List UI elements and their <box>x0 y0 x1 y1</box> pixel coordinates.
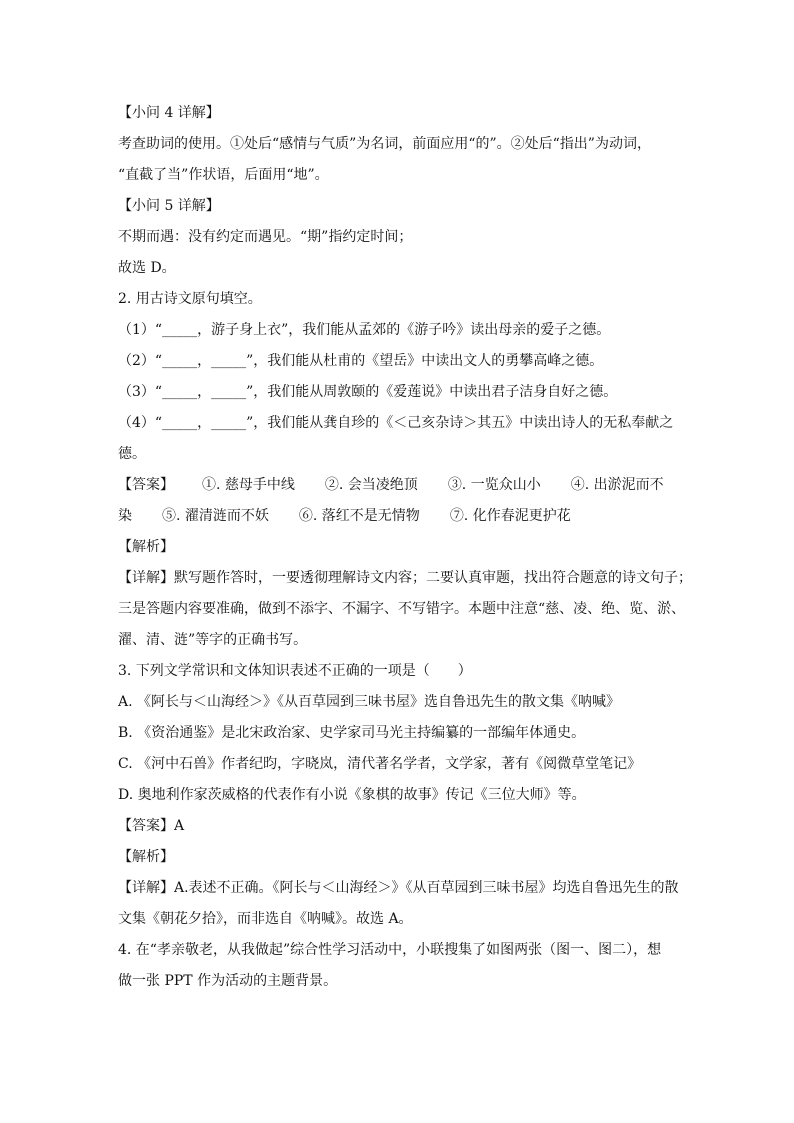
question-3-answer: 【答案】A <box>118 818 185 834</box>
answer-item-3: ③. 一览众山小 <box>447 477 541 493</box>
document-content <box>118 98 692 997</box>
answer-item-6: ⑥. 落红不是无情物 <box>298 508 420 524</box>
subquestion-4-explanation-line-1: 考查助词的使用。①处后“感情与气质”为名词，前面应用“的”。②处后“指出”为动词， <box>118 136 651 152</box>
question-3-analysis-heading: 【解析】 <box>118 849 174 865</box>
subquestion-5-explanation: 不期而遇：没有约定而遇见。“期”指约定时间； <box>118 229 413 245</box>
question-3-title: 3. 下列文学常识和文体知识表述不正确的一项是（ ） <box>118 663 472 679</box>
question-3-analysis-line-2: 文集《朝花夕拾》，而非选自《呐喊》。故选 A。 <box>118 911 413 927</box>
answer-item-4-part-1: ④. 出淤泥而不 <box>570 477 664 493</box>
subquestion-4-heading: 【小问 4 详解】 <box>118 105 220 121</box>
question-4-line-2: 做一张 PPT 作为活动的主题背景。 <box>118 973 338 989</box>
answer-item-1: ①. 慈母手中线 <box>202 477 295 493</box>
answer-item-2: ②. 会当凌绝顶 <box>324 477 418 493</box>
answer-label: 【答案】 <box>118 477 174 493</box>
question-2-analysis-line-2: 三是答题内容要准确，做到不添字、不漏字、不写错字。本题中注意“慈、凌、绝、览、淤、 <box>118 601 686 617</box>
question-3-option-d: D. 奥地利作家茨威格的代表作有小说《象棋的故事》传记《三位大师》等。 <box>118 787 586 803</box>
question-4-line-1: 4. 在“孝亲敬老，从我做起”综合性学习活动中，小联搜集了如图两张（图一、图二），想 <box>118 942 662 958</box>
answer-item-5: ⑤. 濯清涟而不妖 <box>162 508 269 524</box>
question-2-item-4-line-1: （4）“_____，_____”，我们能从龚自珍的《＜己亥杂诗＞其五》中读出诗人的无私奉献之 <box>118 415 674 431</box>
question-2-answer-row-1 <box>118 470 678 501</box>
question-2-analysis-heading: 【解析】 <box>118 539 174 555</box>
question-2-item-3: （3）“_____，_____”，我们能从周敦颐的《爱莲说》中读出君子洁身自好之德。 <box>118 384 618 400</box>
question-2-item-2: （2）“_____，_____”，我们能从杜甫的《望岳》中读出文人的勇攀高峰之德。 <box>118 353 604 369</box>
question-3-analysis-line-1: 【详解】A.表述不正确。《阿长与＜山海经＞》《从百草园到三味书屋》均选自鲁迅先生的散 <box>118 880 679 896</box>
question-2-analysis-line-1: 【详解】默写题作答时，一要透彻理解诗文内容；二要认真审题，找出符合题意的诗文句子； <box>118 570 692 586</box>
subquestion-5-answer: 故选 D。 <box>118 260 176 276</box>
answer-item-7: ⑦. 化作春泥更护花 <box>449 508 571 524</box>
question-3-option-c: C. 《河中石兽》作者纪昀，字晓岚，清代著名学者，文学家，著有《阅微草堂笔记》 <box>118 756 642 772</box>
question-3-option-b: B. 《资治通鉴》是北宋政治家、史学家司马光主持编纂的一部编年体通史。 <box>118 725 586 741</box>
answer-item-4-part-2: 染 <box>118 508 132 524</box>
question-2-analysis-line-3: 濯、清、涟”等字的正确书写。 <box>118 632 308 648</box>
question-3-option-a: A. 《阿长与＜山海经＞》《从百草园到三味书屋》选自鲁迅先生的散文集《呐喊》 <box>118 694 621 710</box>
question-2-item-4-line-2: 德。 <box>118 446 146 462</box>
question-2-title: 2. 用古诗文原句填空。 <box>118 291 262 307</box>
subquestion-4-explanation-line-2: “直截了当”作状语，后面用“地”。 <box>118 167 329 183</box>
question-2-answer-row-2 <box>118 501 678 532</box>
subquestion-5-heading: 【小问 5 详解】 <box>118 198 220 214</box>
question-2-item-1: （1）“_____，游子身上衣”，我们能从孟郊的《游子吟》读出母亲的爱子之德。 <box>118 322 611 338</box>
